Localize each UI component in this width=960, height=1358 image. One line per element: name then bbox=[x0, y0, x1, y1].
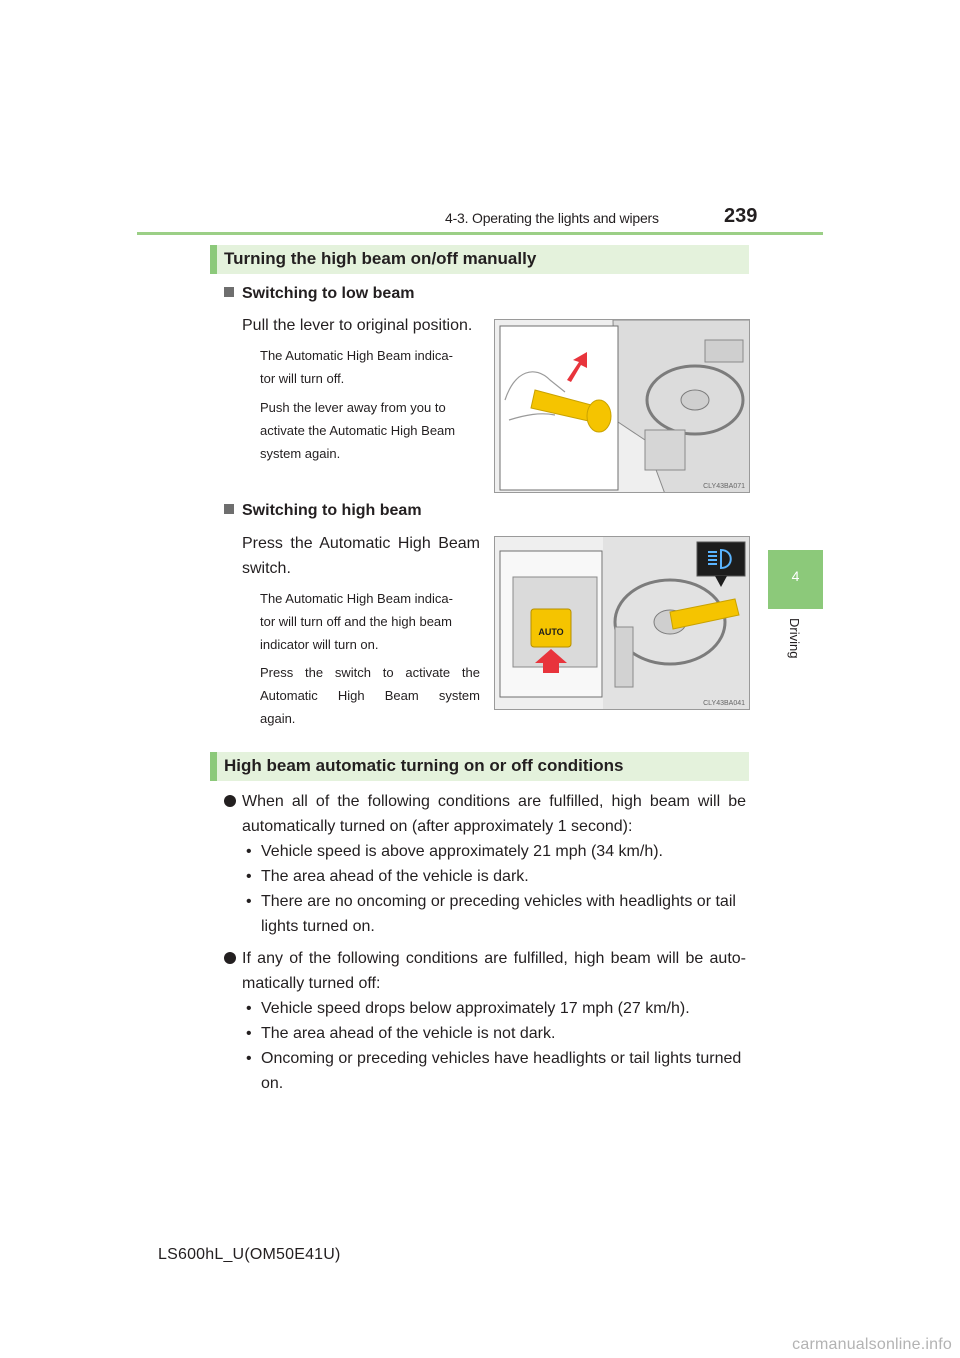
round-bullet-icon bbox=[224, 952, 236, 964]
on-condition-text: Vehicle speed is above approximately 21 mph (34 km/h). bbox=[261, 843, 663, 860]
off-intro-line1: If any of the following conditions are fulfilled, high beam will be auto- bbox=[242, 950, 746, 967]
off-condition-text: Oncoming or preceding vehicles have headlights or tail lights turned on. bbox=[261, 1050, 742, 1092]
high-note2-line2: Automatic High Beam system bbox=[260, 688, 480, 703]
high-note2-line1: Press the switch to activate the bbox=[260, 665, 480, 680]
off-intro-line2: matically turned off: bbox=[242, 975, 381, 992]
on-condition-text: The area ahead of the vehicle is dark. bbox=[261, 868, 529, 885]
high-note1-line2: tor will turn off and the high beam bbox=[260, 614, 452, 629]
square-bullet-icon bbox=[224, 504, 234, 514]
on-intro-line2: automatically turned on (after approximately 1 second): bbox=[242, 818, 633, 835]
high-beam-instruction bbox=[242, 531, 480, 581]
high-beam-note-2 bbox=[260, 661, 480, 730]
off-condition-text: The area ahead of the vehicle is not dark. bbox=[261, 1025, 556, 1042]
sub-bullet-marker: • bbox=[246, 893, 252, 910]
on-intro bbox=[242, 789, 746, 839]
chapter-tab-number: 4 bbox=[791, 568, 800, 584]
sub-bullet-marker: • bbox=[246, 1000, 252, 1017]
low-note2-line2: activate the Automatic High Beam bbox=[260, 423, 456, 438]
footer-model-code: LS600hL_U(OM50E41U) bbox=[158, 1246, 341, 1263]
on-condition-text: There are no oncoming or preceding vehicles with headlights or tail lights turned on. bbox=[261, 893, 736, 935]
section-head-manual bbox=[210, 245, 749, 274]
low-note1-line1: The Automatic High Beam indica- bbox=[260, 348, 453, 363]
high-instr-line2: switch. bbox=[242, 560, 291, 577]
figure-code: CLY43BA071 bbox=[703, 483, 745, 490]
figure-low-beam-lever bbox=[494, 319, 750, 493]
subhead-high-beam-text: Switching to high beam bbox=[242, 502, 422, 519]
figure-code: CLY43BA041 bbox=[703, 700, 745, 707]
section-title-manual: Turning the high beam on/off manually bbox=[224, 249, 537, 268]
low-note2-line1: Push the lever away from you to bbox=[260, 400, 446, 415]
section-head-auto bbox=[210, 752, 749, 781]
chapter-tab-label bbox=[787, 618, 807, 678]
page-number: 239 bbox=[724, 205, 758, 227]
high-instr-line1: Press the Automatic High Beam bbox=[242, 535, 480, 552]
section-title-auto: High beam automatic turning on or off conditions bbox=[224, 756, 624, 775]
low-beam-note-2 bbox=[260, 396, 480, 465]
high-beam-indicator-icon bbox=[704, 547, 740, 571]
off-intro bbox=[242, 946, 746, 996]
low-note1-line2: tor will turn off. bbox=[260, 371, 345, 386]
on-intro-line1: When all of the following conditions are fulfilled, high beam will be bbox=[242, 793, 746, 810]
high-beam-note-1 bbox=[260, 587, 480, 656]
lever-illustration bbox=[495, 320, 750, 493]
watermark: carmanualsonline.info bbox=[792, 1336, 952, 1353]
low-beam-note-1 bbox=[260, 344, 480, 390]
high-note1-line1: The Automatic High Beam indica- bbox=[260, 591, 453, 606]
off-condition-text: Vehicle speed drops below approximately 17 mph (27 km/h). bbox=[261, 1000, 690, 1017]
header-rule bbox=[137, 232, 823, 235]
sub-bullet-marker: • bbox=[246, 1025, 252, 1042]
sub-bullet-marker: • bbox=[246, 868, 252, 885]
low-note2-line3: system again. bbox=[260, 446, 341, 461]
high-note2-line3: again. bbox=[260, 711, 296, 726]
subhead-low-beam-text: Switching to low beam bbox=[242, 285, 415, 302]
figure-high-beam-switch bbox=[494, 536, 750, 710]
round-bullet-icon bbox=[224, 795, 236, 807]
subhead-high-beam bbox=[224, 502, 422, 520]
subhead-low-beam bbox=[224, 285, 414, 303]
sub-bullet-marker: • bbox=[246, 843, 252, 860]
low-beam-instruction: Pull the lever to original position. bbox=[242, 317, 473, 334]
high-note1-line3: indicator will turn on. bbox=[260, 637, 379, 652]
chapter-tab-label-text: Driving bbox=[787, 618, 802, 659]
sub-bullet-marker: • bbox=[246, 1050, 252, 1067]
header-section-title: 4-3. Operating the lights and wipers bbox=[445, 210, 659, 226]
auto-switch-label: AUTO bbox=[538, 627, 564, 637]
square-bullet-icon bbox=[224, 287, 234, 297]
